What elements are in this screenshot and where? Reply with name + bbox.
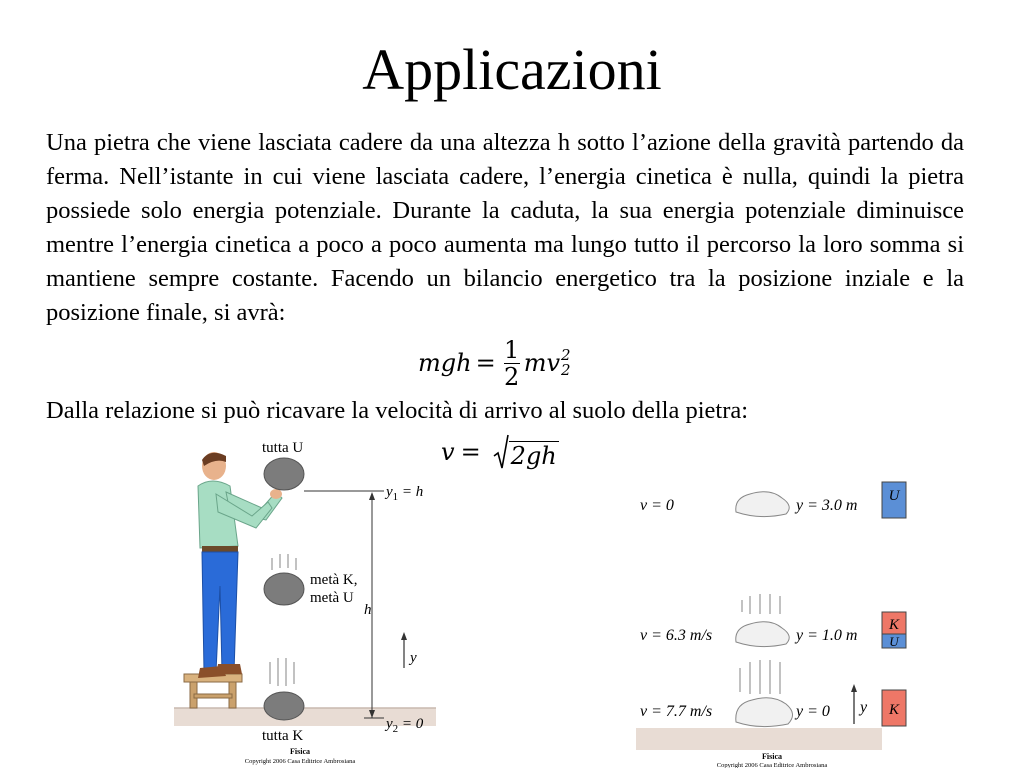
caption-fisica-right: Fisica [762,752,782,761]
label-tutta-k: tutta K [262,728,304,744]
stone-bottom-icon [264,692,304,720]
eq1-rhs: mv [523,349,561,377]
eq1-subscript: 2 [561,361,571,379]
stone-top-icon [264,458,304,490]
eq2-radicand: 2gh [510,442,557,470]
figure-energy-bars [630,476,920,768]
label-y-axis: y [410,650,417,666]
label-meta-k: metà K, [310,572,358,588]
stone-row1-icon [736,492,789,517]
y-axis-right-arrowhead-icon [851,684,857,692]
label-y2: $y_2 = 0$ [386,716,424,735]
eq1-superscript: 2 [561,346,571,364]
stone-row2-icon [736,622,789,647]
label-y1: $y_1 = h$ [386,484,424,503]
caption-copyright-left: Copyright 2006 Casa Editrice Ambrosiana [244,758,356,765]
motion-lines-row3 [740,660,780,694]
body-paragraph: Una pietra che viene lasciata cadere da una altezza h sotto l’azione della gravità partendo da ferma. Nell’istante in cui viene lasciata cadere, l’energia cinetica è nulla, quindi la pietra possiede solo energia potenziale. Durante la caduta, la sua energia potenziale diminuisce mentre l’energia cinetica a poco a poco aumenta ma lungo tutto il percorso la loro somma si mantiene sempre costante. Facendo un bilancio energetico tra la posizione inziale e la posizione finale, si avrà: [46,129,964,326]
body-paragraph-2: Dalla relazione si può ricavare la velocità di arrivo al suolo della pietra: [46,397,749,424]
y-axis-arrowhead-icon [401,632,407,640]
eq1-fraction [504,337,520,390]
stone-middle-icon [264,573,304,605]
row1-height: y = 3.0 m [796,497,858,514]
row3-bar-label: K [888,702,900,718]
eq1-supsub [561,348,571,378]
row2-bar-label-k: K [888,617,900,633]
row1-velocity: v = 0 [640,497,674,514]
label-h: h [364,602,372,618]
equation-velocity [441,432,559,472]
eq1-denominator: 2 [504,362,520,391]
person-icon [198,452,282,678]
row2-height: y = 1.0 m [796,627,858,644]
figure-falling-stone-person [172,436,442,768]
dimension-arrow-top-icon [369,492,375,500]
stone-row3-icon [736,698,793,727]
y-axis-right-label: y [860,699,868,716]
caption-fisica-left: Fisica [290,747,310,756]
row1-bar-label: U [888,488,900,504]
row2-velocity: v = 6.3 m/s [640,627,713,644]
row2-bar-label-u: U [889,634,899,649]
eq1-numerator: 1 [504,335,520,364]
label-tutta-u: tutta U [262,440,304,456]
motion-lines-bottom [270,658,294,686]
slide-title: Applicazioni [362,37,662,102]
motion-lines-row2 [742,594,780,614]
label-meta-u: metà U [310,590,354,606]
row3-height: y = 0 [796,703,830,720]
row3-velocity: v = 7.7 m/s [640,703,713,720]
eq1-lhs: mgh [418,349,472,377]
sqrt-sign-icon [493,434,509,470]
sqrt [493,434,559,470]
equation-energy-balance [418,330,571,396]
caption-copyright-right: Copyright 2006 Casa Editrice Ambrosiana [716,762,828,768]
eq1-equals: = [475,349,496,377]
motion-lines-middle [272,554,296,570]
eq2-lhs: v [441,438,455,466]
eq2-equals: = [460,438,481,466]
ground-right [636,728,882,750]
stool-icon [184,674,242,708]
